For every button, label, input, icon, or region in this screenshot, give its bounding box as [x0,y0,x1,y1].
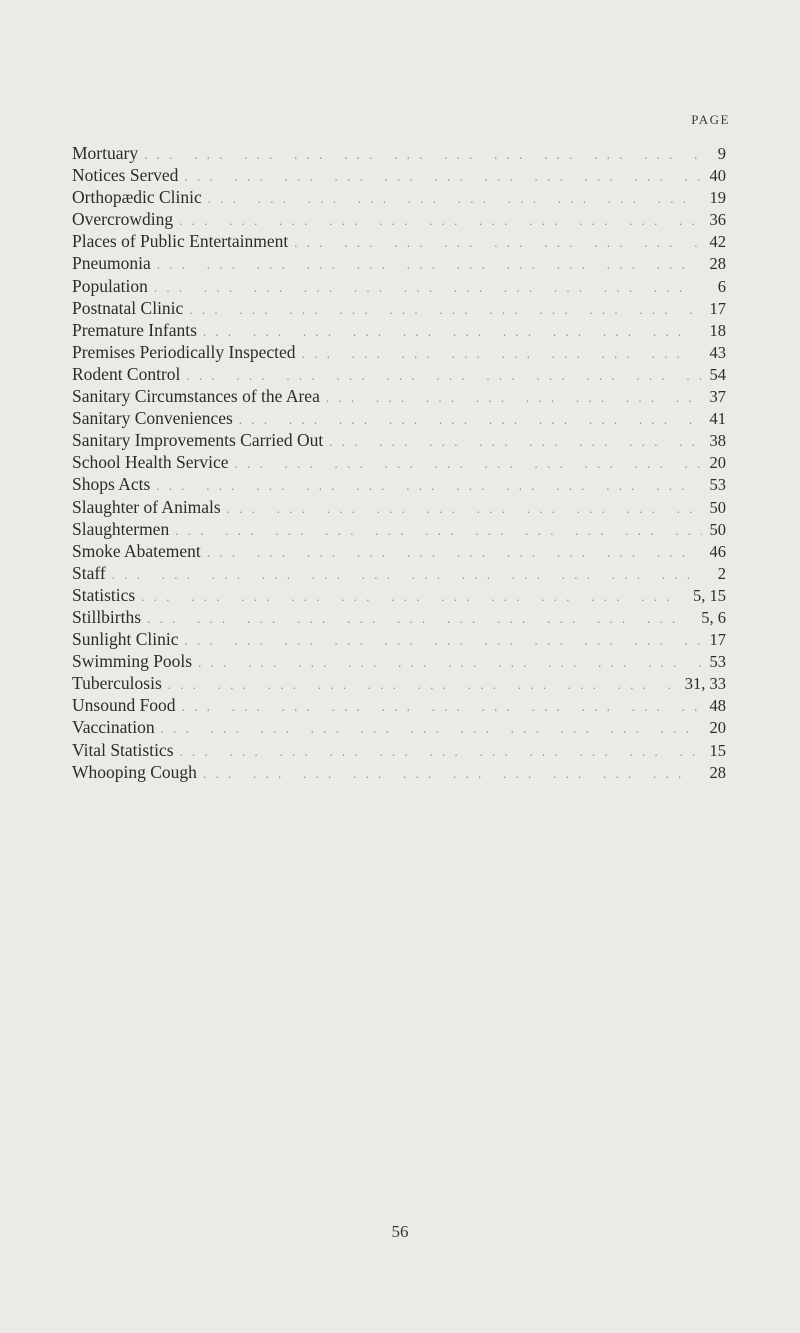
index-entry [72,496,726,518]
index-entry [72,540,726,562]
index-entry-page: 18 [709,320,726,340]
index-entry-label: Places of Public Entertainment [72,231,289,252]
index-entry-page: 42 [709,232,726,252]
index-entry [72,451,726,473]
dot-leader [184,166,702,188]
index-entry-label: Mortuary [72,143,139,163]
index-entry-page: 53 [709,475,726,495]
index-entry-label: Pneumonia [72,253,151,274]
index-entry [72,385,726,407]
index-entry-page: 20 [709,718,726,738]
dot-leader [157,254,702,276]
index-entry-page: 41 [709,409,726,429]
index-entry-label: Rodent Control [72,363,181,384]
dot-leader [184,630,702,652]
index-entry-page: 50 [709,519,726,539]
index-entry-label: Overcrowding [72,209,174,230]
index-entry-label: Premature Infants [72,319,197,340]
dot-leader [198,652,702,674]
index-entry [72,716,726,738]
index-entry [72,739,726,761]
index-entry [72,275,726,297]
index-entry-label: Statistics [72,584,136,605]
index-entry [72,518,726,540]
index-entry-page: 5, 6 [701,607,726,627]
dot-leader [182,696,702,718]
index-entry-page: 28 [709,254,726,274]
index-entry-label: School Health Service [72,452,229,473]
dot-leader [147,608,695,630]
dot-leader [239,409,702,431]
dot-leader [161,718,702,740]
index-entry [72,761,726,783]
dot-leader [186,365,702,387]
index-entry [72,628,726,650]
index-entry-page: 5, 15 [693,585,726,605]
index-entry [72,584,726,606]
index-entry-page: 54 [709,364,726,384]
index-entry [72,407,726,429]
index-entry [72,694,726,716]
dot-leader [326,387,702,409]
index-entry-page: 15 [709,740,726,760]
index-entry [72,319,726,341]
index-entry-label: Orthopædic Clinic [72,187,202,208]
index-entry-label: Tuberculosis [72,673,162,694]
index-entry-page: 46 [709,541,726,561]
index-entry [72,230,726,252]
dot-leader [144,144,702,166]
dot-leader [180,741,702,763]
index-entry [72,164,726,186]
dot-leader [175,520,702,542]
index-entry-page: 50 [709,497,726,517]
index-entry-label: Notices Served [72,165,179,186]
index-entry-page: 43 [709,342,726,362]
dot-leader [234,453,702,475]
index-entry-page: 37 [709,387,726,407]
index-entry-label: Vaccination [72,717,155,738]
index-entry-page: 6 [717,276,726,296]
index-entry-page: 20 [709,453,726,473]
index-entry [72,562,726,584]
dot-leader [156,475,702,497]
dot-leader [112,564,702,586]
index-entry-label: Postnatal Clinic [72,297,184,318]
index-entry [72,208,726,230]
page-column-heading: PAGE [691,112,730,127]
index-entry-page: 40 [709,166,726,186]
dot-leader [154,277,702,299]
index-entry-page: 36 [709,210,726,230]
dot-leader [227,498,702,520]
index-entry [72,297,726,319]
dot-leader [329,431,702,453]
index-entry-label: Premises Periodically Inspected [72,341,296,362]
index-entry-page: 28 [709,762,726,782]
index-entry-page: 48 [709,696,726,716]
index-entry-label: Sanitary Circumstances of the Area [72,386,320,407]
dot-leader [203,763,702,785]
index-entry-label: Stillbirths [72,606,142,627]
dot-leader [302,343,702,365]
index-entry [72,672,726,694]
dot-leader [189,299,702,321]
index-entry-label: Sanitary Conveniences [72,408,233,429]
index-entry-page: 17 [709,298,726,318]
index-entry [72,363,726,385]
index-entry [72,142,726,164]
index-entry-page: 38 [709,431,726,451]
index-entry-label: Whooping Cough [72,761,197,782]
index-list [72,142,726,783]
dot-leader [207,542,702,564]
dot-leader [294,232,702,254]
index-entry-label: Unsound Food [72,695,176,716]
index-entry [72,650,726,672]
index-entry-page: 17 [709,630,726,650]
index-entry [72,429,726,451]
index-entry-page: 53 [709,652,726,672]
dot-leader [208,188,702,210]
index-entry-label: Sanitary Improvements Carried Out [72,430,324,451]
dot-leader [203,321,702,343]
index-entry [72,341,726,363]
index-entry [72,252,726,274]
index-entry-label: Smoke Abatement [72,540,201,561]
dot-leader [168,674,679,696]
dot-leader [179,210,702,232]
index-entry-label: Swimming Pools [72,651,193,672]
index-entry-label: Population [72,275,148,296]
dot-leader [141,586,687,608]
index-entry-label: Shops Acts [72,474,151,495]
index-entry-label: Vital Statistics [72,739,174,760]
index-entry-label: Sunlight Clinic [72,629,179,650]
index-entry [72,606,726,628]
index-entry [72,473,726,495]
index-entry-page: 19 [709,188,726,208]
page-number: 56 [391,1222,409,1241]
index-entry [72,186,726,208]
index-entry-label: Slaughtermen [72,518,170,539]
index-entry-page: 2 [717,563,726,583]
index-entry-page: 31, 33 [684,674,726,694]
index-entry-label: Slaughter of Animals [72,496,221,517]
index-entry-label: Staff [72,562,106,583]
index-entry-page: 9 [717,144,726,163]
